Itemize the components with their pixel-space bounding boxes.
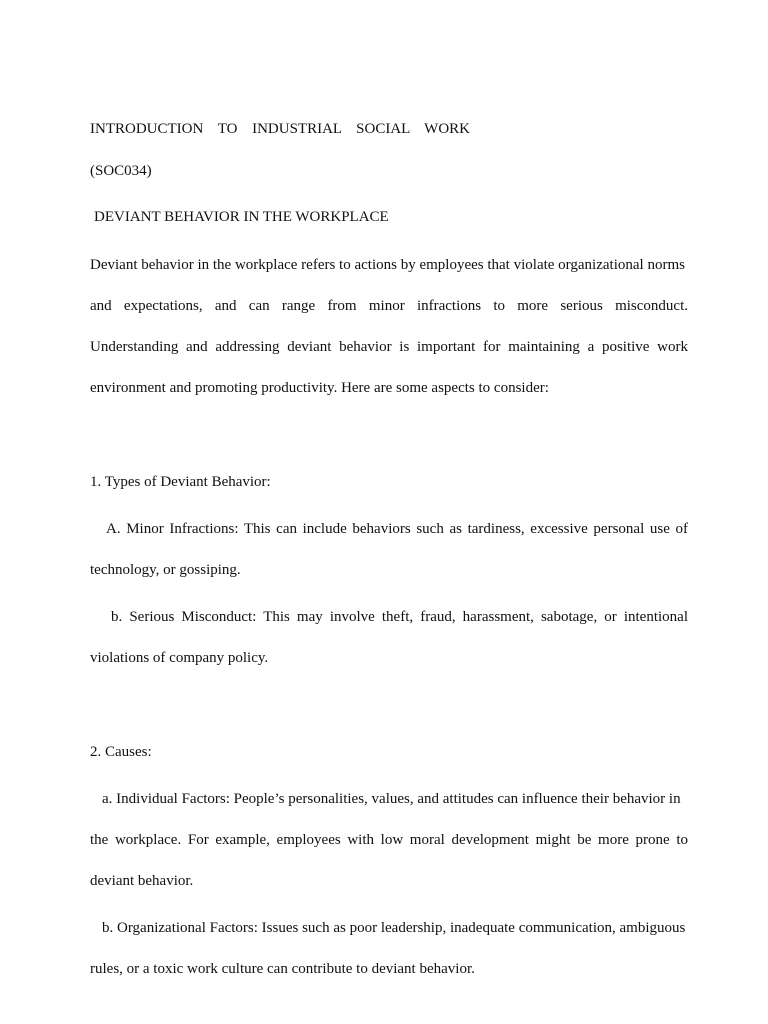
topic-heading: DEVIANT BEHAVIOR IN THE WORKPLACE [94, 209, 389, 225]
intro-line: Deviant behavior in the workplace refers to actions by employees that violate organizational norms [90, 257, 685, 273]
course-code: (SOC034) [90, 163, 152, 179]
section-2-heading: 2. Causes: [90, 744, 152, 760]
section-1-item-a-line: A. Minor Infractions: This can include behaviors such as tardiness, excessive personal use of [106, 521, 688, 537]
section-2-item-a-line: deviant behavior. [90, 873, 194, 889]
section-1-item-a-line: technology, or gossiping. [90, 562, 241, 578]
section-1-item-b-line: b. Serious Misconduct: This may involve theft, fraud, harassment, sabotage, or intentional [111, 609, 688, 625]
section-1-heading: 1. Types of Deviant Behavior: [90, 474, 271, 490]
intro-line: environment and promoting productivity. Here are some aspects to consider: [90, 380, 549, 396]
intro-line: and expectations, and can range from minor infractions to more serious misconduct. [90, 298, 688, 314]
section-2-item-a-line: the workplace. For example, employees with low moral development might be more prone to [90, 832, 688, 848]
section-2-item-b-line: rules, or a toxic work culture can contribute to deviant behavior. [90, 961, 475, 977]
section-2-item-b-line: b. Organizational Factors: Issues such as poor leadership, inadequate communication, ambiguous [102, 920, 686, 936]
section-1-item-b-line: violations of company policy. [90, 650, 269, 666]
course-title: INTRODUCTION TO INDUSTRIAL SOCIAL WORK [90, 121, 470, 137]
intro-line: Understanding and addressing deviant behavior is important for maintaining a positive work [90, 339, 688, 355]
section-2-item-a-line: a. Individual Factors: People’s personalities, values, and attitudes can influence their behavior in [102, 791, 681, 807]
